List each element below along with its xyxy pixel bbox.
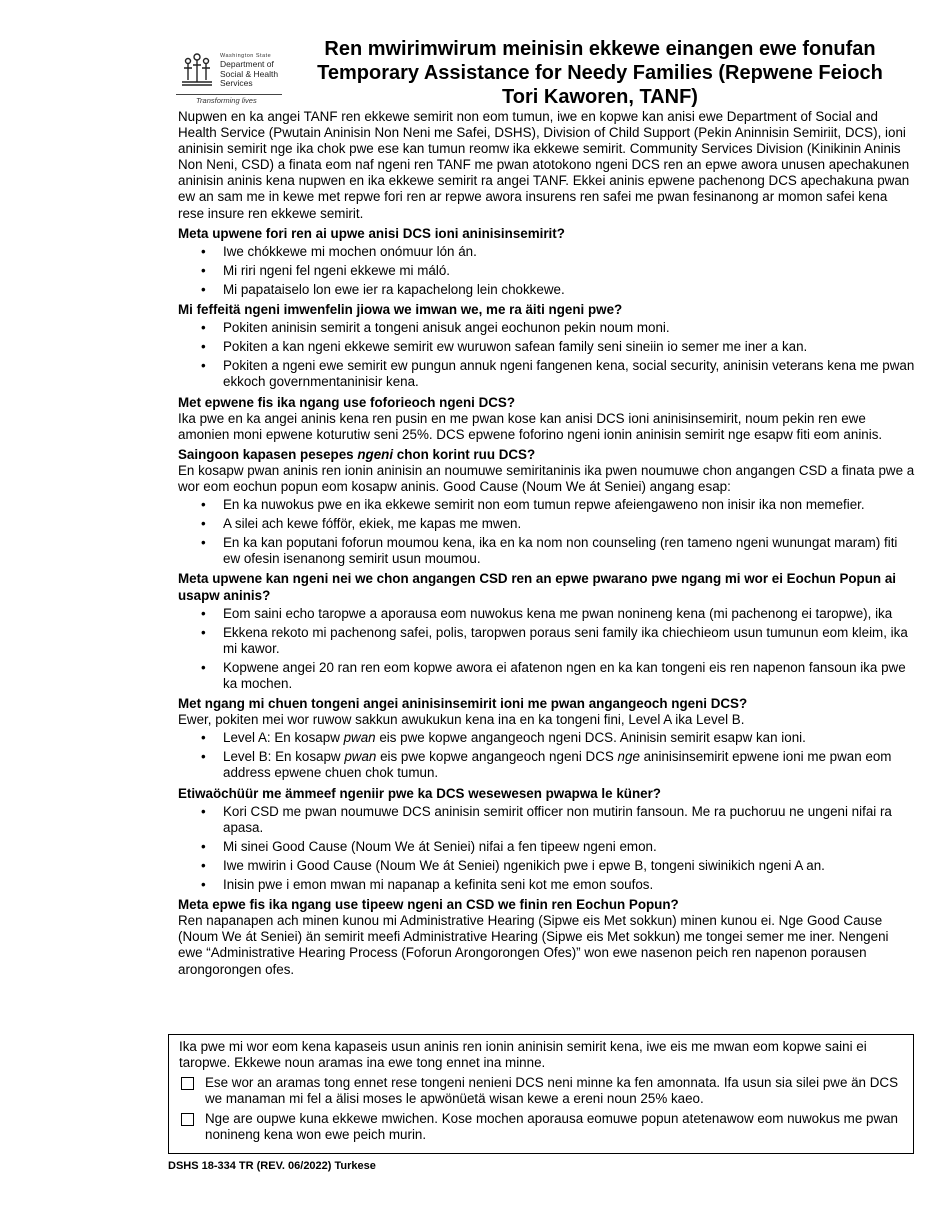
- item-emphasis: nge: [617, 749, 640, 765]
- item-text: Level B: En kosapw: [223, 749, 345, 765]
- bullet-list: [178, 320, 916, 390]
- item-text: Level A: En kosapw: [223, 730, 344, 746]
- bullet-list: [178, 730, 916, 781]
- dshs-logo: [176, 50, 284, 108]
- intro-paragraph: Nupwen en ka angei TANF ren ekkewe semirit non eom tumun, iwe en kopwe kan anisi ewe Department of Social and Health Service (Pwutain Aninisin Non Neni me Safei, DSHS), Division of Child Support (Pekin Aninnisin Semiriit, DCS), ioni aninisin semirit nge ika chok pwe ese kan tumun reomw ika ekkewe semirit. Community Services Division (Kinikinin Aninis Non Neni, CSD) a finata eom naf ngeni ren TANF me pwan atotokono ngeni DCS ren an epwe awora unusen apechakunen aninisin aninis kena nupwen en ika ekkewe semirit ra angei TANF. Ekkei aninis epwene pachenong DCS apechakuna pwan ew an sam me in kewe met repwe fori ren ar repwe awora insurens ren safei me pwan fesinanong ar momon safei kena rese insure ren ekkewe semirit.: [178, 109, 910, 221]
- section-paragraph: Ewer, pokiten mei wor ruwow sakkun awukukun kena ina en ka tongeni fini, Level A ika Level B.: [178, 712, 745, 728]
- list-item: • A silei ach kewe fófför, ekiek, me kapas me mwen.: [223, 516, 916, 532]
- dshs-emblem-icon: [178, 52, 216, 88]
- list-item: • Pokiten a ngeni ewe semirit ew pungun annuk ngeni fangenen kena, social security, aninisin veterans kena me pwan ekkoch governmentaninisir kena.: [223, 358, 916, 390]
- notice-intro: Ika pwe mi wor eom kena kapaseis usun aninis ren ionin aninisin semirit kena, iwe eis me mwan eom kopwe saini ei taropwe. Ekkewe noun aramas ina ewe tong ennet ina minne.: [179, 1039, 867, 1071]
- logo-department-text: Department of Social & Health Services: [220, 59, 279, 88]
- section-heading: Met ngang mi chuen tongeni angei aninisinsemirit ioni me pwan angangeoch ngeni DCS?: [178, 696, 748, 712]
- list-item: • Eom saini echo taropwe a aporausa eom nuwokus kena me pwan nonineng kena (mi pachenong ei taropwe), ika: [223, 606, 916, 622]
- section-heading: Met epwene fis ika ngang use foforieoch ngeni DCS?: [178, 394, 516, 410]
- list-item: • Mi riri ngeni fel ngeni ekkewe mi máló.: [223, 263, 916, 279]
- list-item: • Ekkena rekoto mi pachenong safei, polis, taropwen poraus seni family ika chiechieom usun tumunun eom kleim, ika mi kawor.: [223, 625, 916, 657]
- list-item: • En ka nuwokus pwe en ika ekkewe semirit non eom tumun repwe afeiengaweno non inisir ika non memefier.: [223, 497, 916, 513]
- bullet-list: [178, 606, 916, 692]
- form-number-footer: DSHS 18-334 TR (REV. 06/2022) Turkese: [168, 1160, 376, 1172]
- list-item: • Mi papataiselo lon ewe ier ra kapachelong lein chokkewe.: [223, 282, 916, 298]
- acknowledgement-box: [168, 1034, 914, 1154]
- list-item: • Pokiten a kan ngeni ekkewe semirit ew wuruwon safean family seni sineiin io semer me iner a kan.: [223, 339, 916, 355]
- list-item: • Mi sinei Good Cause (Noum We át Seniei) nifai a fen tipeew ngeni emon.: [223, 839, 916, 855]
- list-item: • En ka kan poputani foforun moumou kena, ika en ka nom non counseling (ren tameno ngeni wunungat maram) fiti ew ofesin isenanong semirit usun moumou.: [223, 535, 916, 567]
- option-2-checkbox[interactable]: [181, 1113, 194, 1126]
- logo-divider: [176, 94, 282, 95]
- section-heading: [178, 447, 916, 463]
- page-title: Ren mwirimwirum meinisin ekkewe einangen ewe fonufan Temporary Assistance for Needy Families (Repwene Feioch Tori Kaworen, TANF): [317, 38, 883, 108]
- list-item: • Iwe chókkewe mi mochen onómuur lón án.: [223, 244, 916, 260]
- heading-text: Saingoon kapasen pesepes: [178, 446, 358, 462]
- section-paragraph: En kosapw pwan aninis ren ionin aninisin an noumuwe semiritaninis ika pwen noumuwe chon angangen CSD a finata pwe a wor eom eochun popun eom kosapw aninis. Good Cause (Noum We át Seniei) angang esap:: [178, 462, 915, 494]
- option-row-1: [179, 1075, 903, 1107]
- bullet-list: [178, 804, 916, 893]
- bullet-list: [178, 244, 916, 298]
- list-item: • Pokiten aninisin semirit a tongeni anisuk angei eochunon pekin noum moni.: [223, 320, 916, 336]
- bullet-list: [178, 497, 916, 567]
- list-item: • Inisin pwe i emon mwan mi napanap a kefinita seni kot me emon soufos.: [223, 877, 916, 893]
- item-text: eis pwe kopwe angangeoch ngeni DCS: [376, 749, 618, 765]
- list-item: • Kori CSD me pwan noumuwe DCS aninisin semirit officer non mutirin fansoun. Me ra puchoruu ne ungeni nifai ra apasa.: [223, 804, 916, 836]
- option-row-2: [179, 1111, 903, 1143]
- section-heading: Mi feffeitä ngeni imwenfelin jiowa we imwan we, me ra äiti ngeni pwe?: [178, 302, 623, 318]
- heading-text: chon korint ruu DCS?: [393, 446, 536, 462]
- document-body: [178, 109, 916, 978]
- heading-emphasis: ngeni: [357, 446, 394, 462]
- section-heading: Meta upwene kan ngeni nei we chon angangen CSD ren an epwe pwarano pwe ngang mi wor ei Eochun Popun ai usapw aninis?: [178, 571, 896, 603]
- list-item: • Kopwene angei 20 ran ren eom kopwe awora ei afatenon ngen en ka kan tongeni eis ren napenon fansoun ika pwe ka mochen.: [223, 660, 916, 692]
- item-emphasis: pwan: [344, 749, 377, 765]
- item-text: eis pwe kopwe angangeoch ngeni DCS. Aninisin semirit esapw kan ioni.: [375, 730, 806, 746]
- section-paragraph: Ren napanapen ach minen kunou mi Administrative Hearing (Sipwe eis Met sokkun) minen kunou ei. Nge Good Cause (Noum We át Seniei) än semirit meefi Administrative Hearing (Sipwe eis Met sokkun) me tongei semer me iner. Nengeni ewe “Administrative Hearing Process (Foforun Arongorongen Ofes)” won ewe nasenon peich ren napenon porausen arongorongen ofes.: [178, 913, 889, 977]
- option-1-checkbox[interactable]: [181, 1077, 194, 1090]
- item-text: aninisinsemirit epwene ioni me pwan eom address epwene chuen chok tumun.: [223, 749, 892, 781]
- section-paragraph: Ika pwe en ka angei aninis kena ren pusin en me pwan kose kan anisi DCS ioni aninisinsemirit, noum pekin ren ewe amonien moni epwene koturutiw seni 25%. DCS epwene foforino ngeni ionin aninisin semirit nge esapw fiti eom aninis.: [178, 410, 883, 442]
- section-heading: Etiwaöchüür me ämmeef ngeniir pwe ka DCS wesewesen pwapwa le küner?: [178, 785, 661, 801]
- list-item: • Iwe mwirin i Good Cause (Noum We át Seniei) ngenikich pwe i epwe B, tongeni siwinikich ngeni A an.: [223, 858, 916, 874]
- section-heading: Meta epwe fis ika ngang use tipeew ngeni an CSD we finin ren Eochun Popun?: [178, 897, 679, 913]
- item-emphasis: pwan: [343, 730, 376, 746]
- option-1-label: Ese wor an aramas tong ennet rese tongeni nenieni DCS neni minne ka fen amonnata. Ifa usun sia silei pwe än DCS we manaman mi fel a älisi moses le apwönüetä wisan kewe a ereni noun 25% kaeo.: [205, 1075, 898, 1107]
- list-item-level-b: [223, 749, 916, 781]
- logo-state-text: Washington State: [220, 53, 272, 59]
- option-2-label: Nge are oupwe kuna ekkewe mwichen. Kose mochen aporausa eomuwe popun atetenawow eom nuwokus me pwan nonineng kena won ewe peich murin.: [205, 1111, 899, 1143]
- logo-tagline: Transforming lives: [196, 96, 257, 105]
- list-item-level-a: [223, 730, 916, 746]
- section-heading: Meta upwene fori ren ai upwe anisi DCS ioni aninisinsemirit?: [178, 225, 565, 241]
